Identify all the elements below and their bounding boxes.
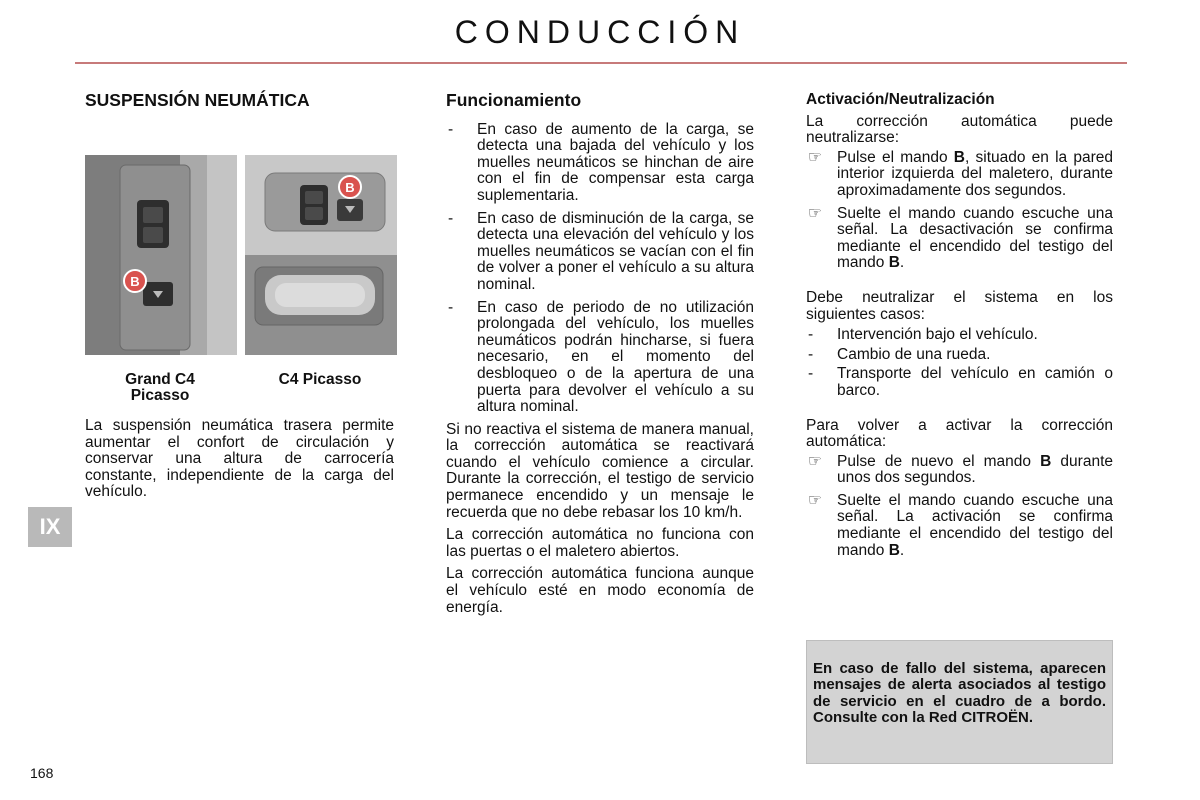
pointing-hand-icon: ☞ xyxy=(808,148,822,166)
pointing-hand-icon: ☞ xyxy=(808,452,822,470)
caption-grand-c4-picasso: Grand C4 Picasso xyxy=(125,371,195,404)
caption-c4-picasso: C4 Picasso xyxy=(278,371,362,388)
paragraph: La corrección automática no funciona con las puertas o el maletero abiertos. xyxy=(446,526,754,560)
list-item: - En caso de periodo de no utilización prolongada del vehículo, los muelles neumáticos podrán hincharse, si fuera necesario, en el momento del desbloqueo o de la apertura de una puerta para devolver el vehículo a su altura nominal. xyxy=(448,298,754,416)
list-item: ☞ Suelte el mando cuando escuche una señal. La desactivación se confirma mediante el encendido del testigo del mando B. xyxy=(808,204,1113,272)
pointing-hand-icon: ☞ xyxy=(808,491,822,509)
middle-column xyxy=(446,92,754,622)
paragraph: Debe neutralizar el sistema en los siguientes casos: xyxy=(806,288,1113,323)
photo-grand-c4-picasso xyxy=(85,155,237,355)
list-item: ☞ Pulse de nuevo el mando B durante unos dos segundos. xyxy=(808,452,1113,487)
dash-marker: - xyxy=(808,365,814,383)
deactivation-steps xyxy=(806,150,1113,272)
list-item: - Transporte del vehículo en camión o barco. xyxy=(808,365,1113,399)
paragraph: Si no reactiva el sistema de manera manual, la corrección automática se reactivará cuando el vehículo comience a circular. Durante la corrección, el testigo de servicio permanece encendido y un mensaje le recuerda que no debe rebasar los 10 km/h. xyxy=(446,420,754,521)
chapter-tab: IX xyxy=(28,507,72,547)
section-heading: SUSPENSIÓN NEUMÁTICA xyxy=(85,90,310,110)
list-item: - En caso de disminución de la carga, se detecta una elevación del vehículo y los muelles neumáticos se vacían con el fin de volver a poner el vehículo a su altura nominal. xyxy=(448,209,754,293)
dash-marker: - xyxy=(808,326,814,344)
photo-label-b: B xyxy=(130,274,140,289)
header-divider xyxy=(75,62,1127,64)
pointing-hand-icon: ☞ xyxy=(808,204,822,222)
intro-paragraph: La suspensión neumática trasera permite aumentar el confort de circulación y conservar una altura de carrocería constante, independiente de la carga del vehículo. xyxy=(85,417,394,501)
list-item: - En caso de aumento de la carga, se detecta una bajada del vehículo y los muelles neumáticos se hinchan de aire con el fin de compensar esta carga suplementaria. xyxy=(448,120,754,204)
reactivation-steps xyxy=(806,454,1113,560)
list-item: - Intervención bajo el vehículo. xyxy=(808,326,1038,344)
subheading-activacion: Activación/Neutralización xyxy=(806,91,995,108)
warning-box: En caso de fallo del sistema, aparecen mensajes de alerta asociados al testigo de servicio en el cuadro de a bordo. Consulte con la Red CITROËN. xyxy=(806,640,1113,764)
switch-photos xyxy=(85,155,397,355)
paragraph: Para volver a activar la corrección automática: xyxy=(806,416,1113,451)
list-item: ☞ Suelte el mando cuando escuche una señal. La activación se confirma mediante el encendido del testigo del mando B. xyxy=(808,491,1113,559)
left-column xyxy=(85,92,397,109)
list-item: - Cambio de una rueda. xyxy=(808,345,991,363)
paragraph: La corrección automática puede neutralizarse: xyxy=(806,112,1113,147)
cases-list xyxy=(806,327,1113,399)
paragraph: La corrección automática funciona aunque el vehículo esté en modo economía de energía. xyxy=(446,565,754,616)
list-item: ☞ Pulse el mando B, situado en la pared interior izquierda del maletero, durante aproximadamente dos segundos. xyxy=(808,148,1113,199)
operation-list xyxy=(446,122,754,416)
photo-c4-picasso-illustration xyxy=(245,155,397,355)
photo-grand-c4-picasso-illustration xyxy=(85,155,237,355)
dash-marker: - xyxy=(448,209,454,227)
photo-label-b: B xyxy=(345,180,355,195)
left-body xyxy=(85,418,394,507)
subheading-funcionamiento: Funcionamiento xyxy=(446,90,582,110)
dash-marker: - xyxy=(448,298,454,316)
dash-marker: - xyxy=(808,345,814,363)
photo-c4-picasso xyxy=(245,155,397,355)
right-column xyxy=(806,92,1113,565)
page-number: 168 xyxy=(30,765,54,781)
dash-marker: - xyxy=(448,120,454,138)
page-title: CONDUCCIÓN xyxy=(454,14,746,50)
